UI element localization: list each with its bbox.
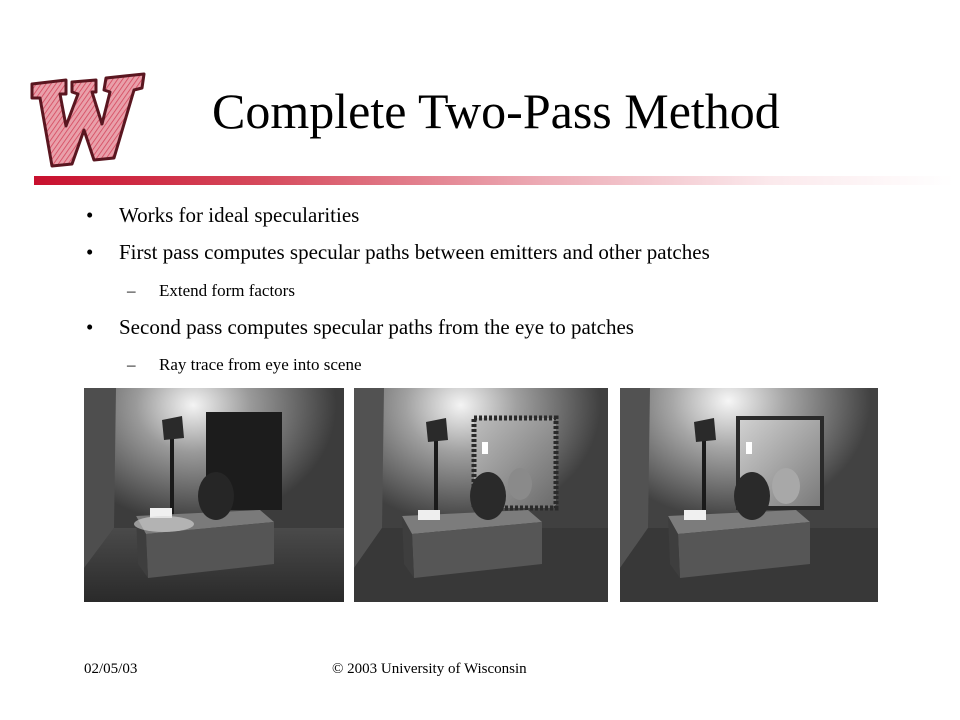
bullet-glyph: • (86, 240, 94, 264)
bullet-glyph: • (86, 315, 94, 339)
footer-copyright: © 2003 University of Wisconsin (332, 661, 527, 677)
render-mirror-partial-image (354, 388, 608, 602)
sub-bullet-text: Extend form factors (159, 281, 295, 300)
title-underline (34, 176, 954, 185)
sub-bullet-text: Ray trace from eye into scene (159, 355, 362, 374)
sub-bullet-glyph: – (127, 355, 136, 374)
bullet-text: Works for ideal specularities (119, 203, 360, 227)
wisconsin-w-logo-icon (26, 70, 154, 170)
bullet-glyph: • (86, 203, 94, 227)
footer-date: 02/05/03 (84, 661, 138, 677)
bullet-text: First pass computes specular paths between emitters and other patches (119, 240, 710, 264)
render-diffuse-only-image (84, 388, 344, 602)
bullet-text: Second pass computes specular paths from the eye to patches (119, 315, 634, 339)
render-comparison (84, 388, 884, 604)
sub-bullet-glyph: – (127, 281, 136, 300)
render-mirror-full-image (620, 388, 878, 602)
slide-title: Complete Two-Pass Method (212, 83, 780, 139)
